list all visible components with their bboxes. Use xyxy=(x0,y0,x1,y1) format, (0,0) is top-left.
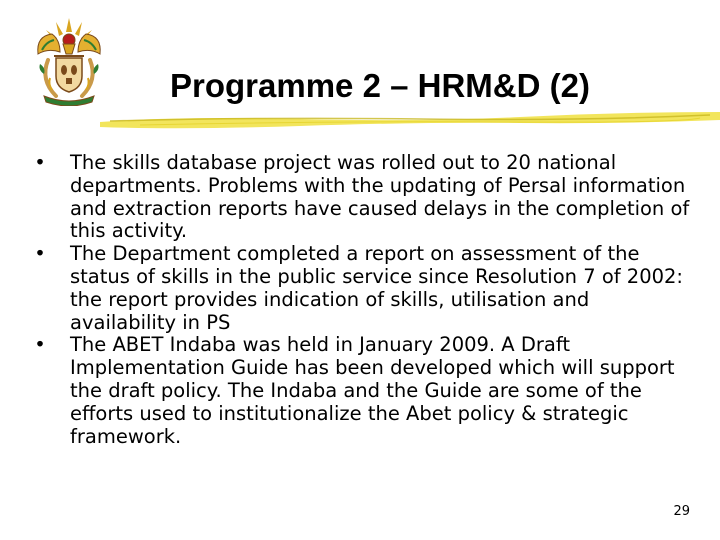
bullet-marker: • xyxy=(34,151,46,174)
bullet-text: The Department completed a report on assessment of the status of skills in the public service since Resolution 7 of 2002: the report provides indication of skills, utilisation and availability in PS xyxy=(70,242,684,334)
list-item xyxy=(30,243,690,334)
title-underline xyxy=(100,108,720,134)
bullet-text: The skills database project was rolled out to 20 national departments. Problems with the updating of Persal information and extraction reports have caused delays in the completion of this activity. xyxy=(70,151,690,243)
bullet-marker: • xyxy=(34,333,46,357)
coat-of-arms-icon xyxy=(30,14,108,106)
list-item xyxy=(30,152,690,243)
slide-title: Programme 2 – HRM&D (2) xyxy=(170,67,590,104)
list-item xyxy=(30,334,690,448)
page-number: 29 xyxy=(673,504,690,519)
bullet-marker: • xyxy=(34,242,46,266)
bullet-list xyxy=(30,152,690,448)
bullet-text: The ABET Indaba was held in January 2009. A Draft Implementation Guide has been developed which will support the draft policy. The Indaba and the Guide are some of the efforts used to institutionalize the Abet policy & strategic framework. xyxy=(70,333,675,448)
